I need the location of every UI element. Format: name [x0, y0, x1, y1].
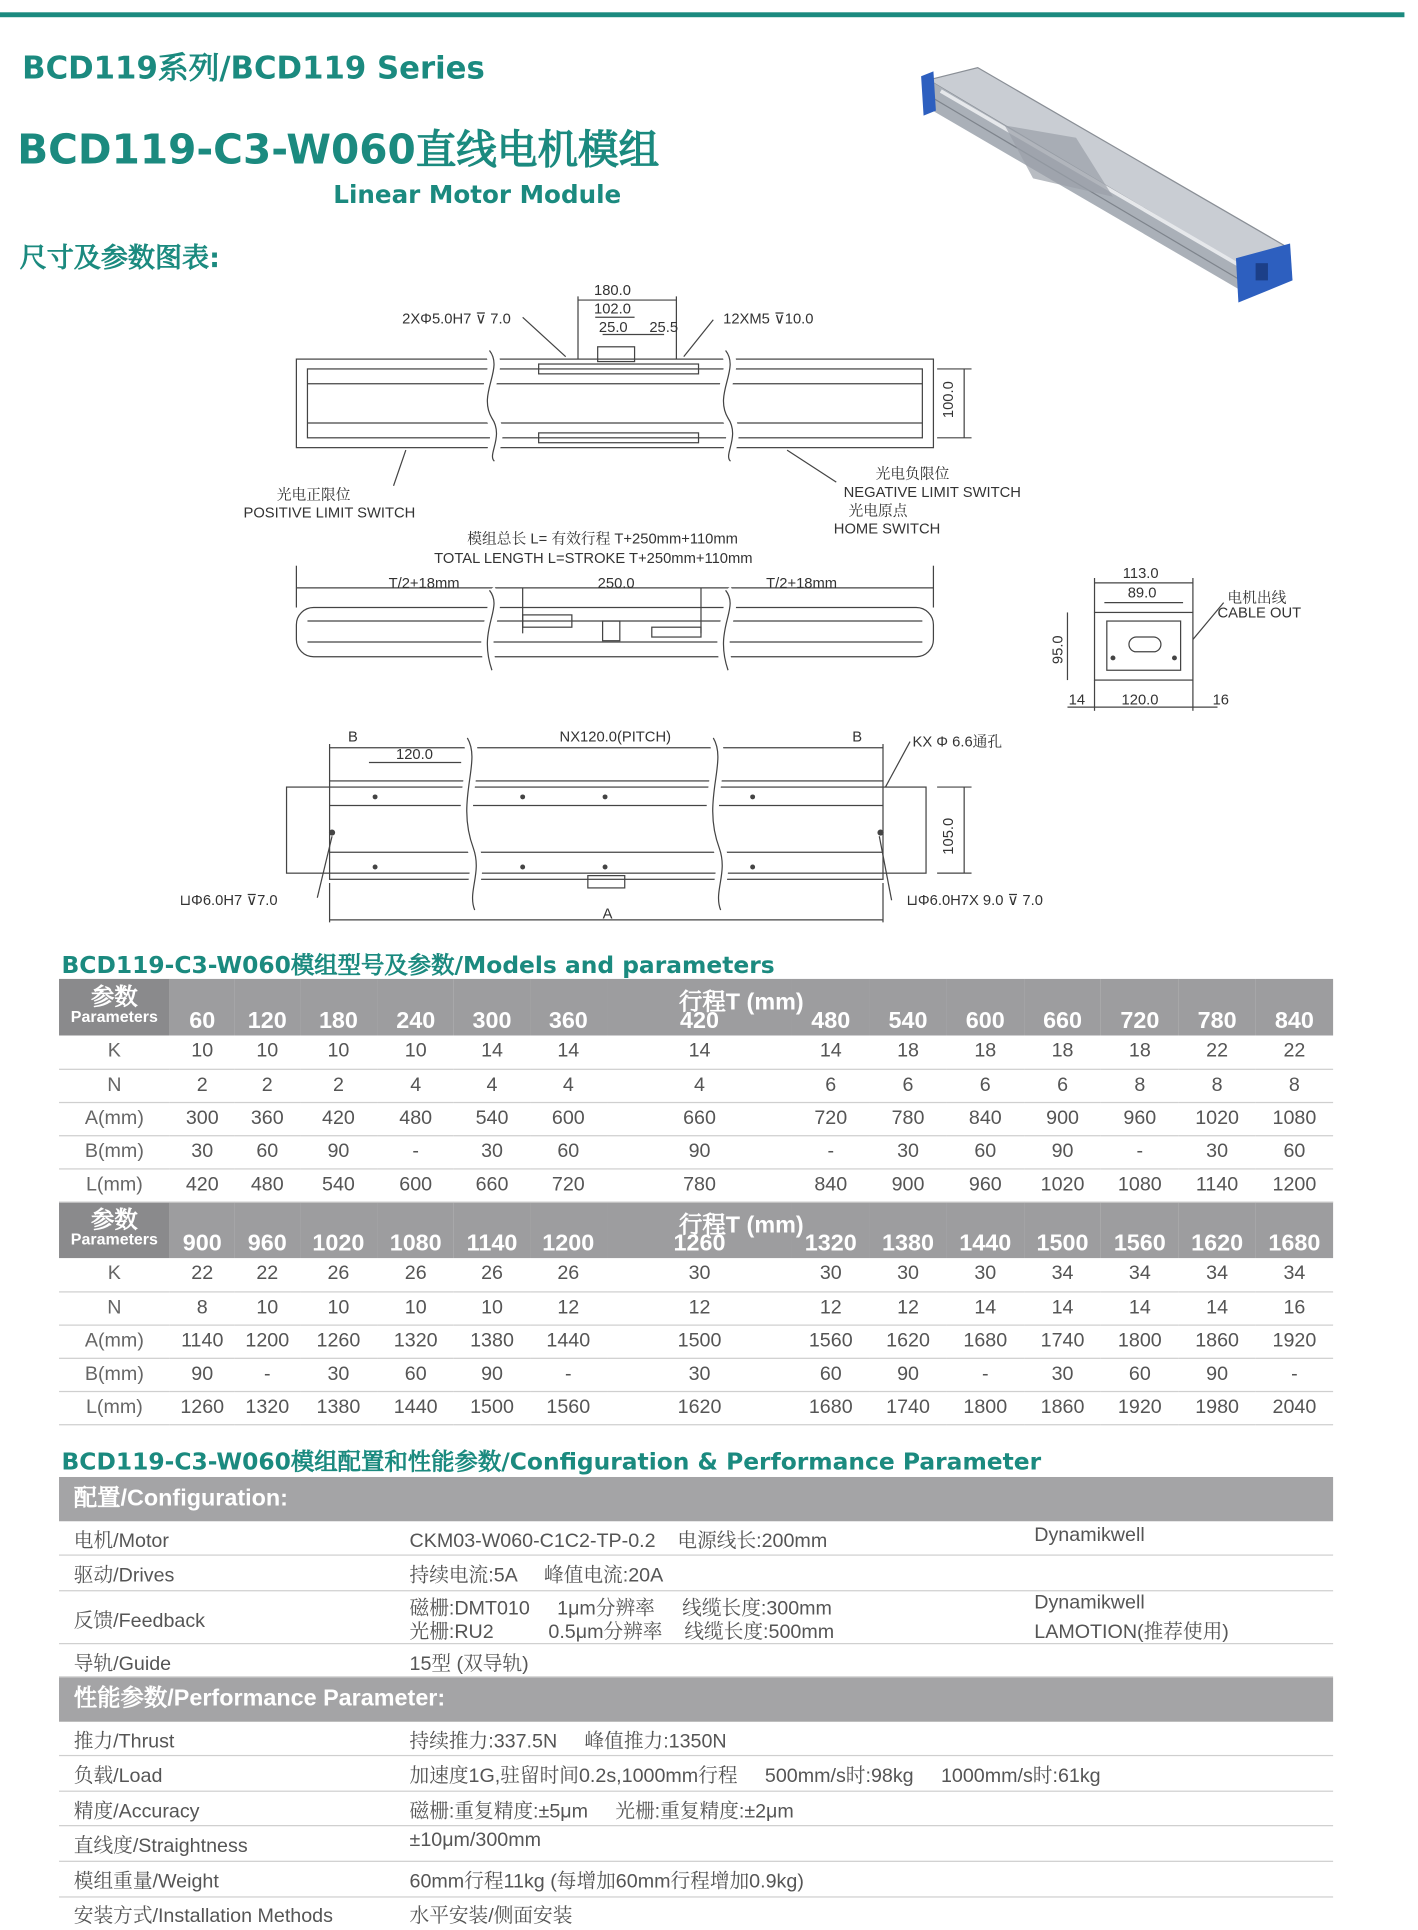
stroke-value: 360 [530, 979, 607, 1036]
stroke-label: 行程T (mm) [679, 989, 804, 1016]
stroke-value: 960 [235, 1202, 300, 1259]
table-row [59, 1102, 1333, 1135]
table-cell: 480 [235, 1168, 300, 1201]
table-cell: - [792, 1135, 869, 1168]
table-row [59, 1258, 1333, 1291]
dim-b-left: B [348, 729, 358, 746]
table-cell: 12 [869, 1291, 946, 1324]
total-length-en: TOTAL LENGTH L=STROKE T+250mm+110mm [434, 551, 753, 568]
stroke-label: 行程T (mm) [679, 1212, 804, 1239]
table-cell: 26 [454, 1258, 529, 1291]
stroke-value: 1080 [377, 1202, 454, 1259]
table-cell: 8 [1256, 1069, 1333, 1102]
table-cell: 18 [947, 1035, 1024, 1068]
table-cell: 8 [1178, 1069, 1255, 1102]
param-cn: 参数 [90, 1207, 138, 1234]
stroke-value: 180 [300, 979, 377, 1036]
table-cell: 8 [1101, 1069, 1178, 1102]
row-label: K [59, 1258, 170, 1291]
table-cell: 30 [607, 1358, 792, 1391]
table-cell: - [235, 1358, 300, 1391]
table-cell: 420 [170, 1168, 235, 1201]
row-accuracy: 精度/Accuracy 磁栅:重复精度:±5μm 光栅:重复精度:±2μm [59, 1792, 1333, 1826]
table-cell: 1680 [792, 1391, 869, 1424]
table-cell: 60 [377, 1358, 454, 1391]
row-label: K [59, 1035, 170, 1068]
cable-out-cn: 电机出线 [1227, 590, 1287, 607]
table-row [59, 1168, 1333, 1201]
table-cell: 1380 [454, 1324, 529, 1357]
table-row [59, 1324, 1333, 1357]
table-cell: 34 [1024, 1258, 1101, 1291]
table-cell: 1080 [1101, 1168, 1178, 1201]
table-cell: 1200 [235, 1324, 300, 1357]
table-cell: 780 [869, 1102, 946, 1135]
table-cell: 90 [300, 1135, 377, 1168]
table-cell: 30 [607, 1258, 792, 1291]
pos-limit-cn: 光电正限位 [276, 487, 351, 504]
stroke-value: 60 [170, 979, 235, 1036]
table-cell: 14 [1024, 1291, 1101, 1324]
models-heading: BCD119-C3-W060模组型号及参数/Models and parameters [61, 951, 775, 979]
table-cell: 900 [1024, 1102, 1101, 1135]
table-cell: - [377, 1135, 454, 1168]
pos-limit-en: POSITIVE LIMIT SWITCH [243, 505, 416, 522]
table-cell: 12 [607, 1291, 792, 1324]
stroke-header-row [59, 1202, 1333, 1259]
stroke-value: 660 [1024, 979, 1101, 1036]
table-cell: 480 [377, 1102, 454, 1135]
stroke-value: 780 [1178, 979, 1255, 1036]
param-en: Parameters [70, 1007, 158, 1026]
table-cell: 1920 [1101, 1391, 1178, 1424]
dim-b-right: B [852, 729, 863, 746]
series-title: BCD119系列/BCD119 Series [22, 50, 485, 87]
row-label: A(mm) [59, 1324, 170, 1357]
table-cell: 1020 [1024, 1168, 1101, 1201]
page-subtitle: Linear Motor Module [333, 179, 622, 210]
table-cell: - [947, 1358, 1024, 1391]
dim-half-right: T/2+18mm [766, 575, 838, 592]
dim-120-end: 120.0 [1121, 692, 1159, 709]
table-cell: 780 [607, 1168, 792, 1201]
table-cell: 30 [869, 1135, 946, 1168]
table-cell: 1320 [235, 1391, 300, 1424]
table-cell: 6 [1024, 1069, 1101, 1102]
row-guide: 导轨/Guide 15型 (双导轨) [59, 1644, 1333, 1677]
table-cell: 34 [1101, 1258, 1178, 1291]
dim-half-left: T/2+18mm [388, 575, 460, 592]
table-cell: 840 [792, 1168, 869, 1201]
pin-note-right: ⊔Φ6.0H7X 9.0 ⊽ 7.0 [906, 893, 1043, 910]
dimension-heading: 尺寸及参数图表: [19, 243, 220, 275]
stroke-value: 540 [869, 979, 946, 1036]
table-cell: 26 [530, 1258, 607, 1291]
table-cell: 1500 [454, 1391, 529, 1424]
table-cell: 14 [530, 1035, 607, 1068]
table-cell: 60 [1101, 1358, 1178, 1391]
row-feedback: 反馈/Feedback 磁栅:DMT010 1μm分辨率 线缆长度:300mm 光栅:RU2 0.5μm分辨率 线缆长度:500mm Dynamikwell LAMOTION(推荐使用) [59, 1591, 1333, 1644]
stroke-value: 1500 [1024, 1202, 1101, 1259]
table-cell: 1860 [1024, 1391, 1101, 1424]
param-en: Parameters [70, 1230, 158, 1249]
home-en: HOME SWITCH [833, 521, 941, 538]
dim-14: 14 [1068, 692, 1086, 709]
stroke-value: 300 [454, 979, 529, 1036]
table-cell: 300 [170, 1102, 235, 1135]
table-cell: 30 [300, 1358, 377, 1391]
stroke-value: 1380 [869, 1202, 946, 1259]
table-cell: 90 [454, 1358, 529, 1391]
table-cell: 8 [170, 1291, 235, 1324]
table-cell: 840 [947, 1102, 1024, 1135]
stroke-value: 1440 [947, 1202, 1024, 1259]
pin-note-left: ⊔Φ6.0H7 ⊽7.0 [179, 893, 278, 910]
table-cell: - [530, 1358, 607, 1391]
table-cell: 1020 [1178, 1102, 1255, 1135]
performance-bar: 性能参数/Performance Parameter: [59, 1677, 1333, 1721]
table-cell: 1440 [530, 1324, 607, 1357]
table-row [59, 1069, 1333, 1102]
table-row [59, 1358, 1333, 1391]
table-cell: 60 [1256, 1135, 1333, 1168]
dim-25-5: 25.5 [649, 320, 679, 337]
table-cell: 60 [530, 1135, 607, 1168]
table-cell: 10 [454, 1291, 529, 1324]
table-cell: 22 [1178, 1035, 1255, 1068]
table-cell: 1260 [170, 1391, 235, 1424]
table-cell: 660 [454, 1168, 529, 1201]
table-cell: 10 [377, 1291, 454, 1324]
kx-note: KX Φ 6.6通孔 [912, 734, 1003, 751]
table-cell: 30 [869, 1258, 946, 1291]
table-cell: 14 [454, 1035, 529, 1068]
table-cell: 4 [530, 1069, 607, 1102]
home-cn: 光电原点 [848, 503, 908, 520]
table-cell: 90 [607, 1135, 792, 1168]
row-label: B(mm) [59, 1135, 170, 1168]
table-cell: 18 [1024, 1035, 1101, 1068]
table-cell: 1380 [300, 1391, 377, 1424]
table-cell: 2 [300, 1069, 377, 1102]
dim-100: 100.0 [941, 381, 958, 419]
stroke-value: 720 [1101, 979, 1178, 1036]
table-cell: 22 [1256, 1035, 1333, 1068]
table-cell: 2 [170, 1069, 235, 1102]
table-cell: 10 [300, 1035, 377, 1068]
table-cell: 18 [1101, 1035, 1178, 1068]
hole-note-left: 2XΦ5.0H7 ⊽ 7.0 [402, 311, 511, 328]
row-straightness: 直线度/Straightness ±10μm/300mm [59, 1826, 1333, 1862]
table-cell: 1260 [300, 1324, 377, 1357]
config-table [59, 1477, 1333, 1930]
stroke-value: 行程T (mm) 1260 [607, 1202, 792, 1259]
row-label: N [59, 1069, 170, 1102]
stroke-value: 1560 [1101, 1202, 1178, 1259]
row-label: L(mm) [59, 1168, 170, 1201]
row-label: L(mm) [59, 1391, 170, 1424]
table-cell: 10 [170, 1035, 235, 1068]
stroke-value: 1020 [300, 1202, 377, 1259]
table-cell: 1140 [1178, 1168, 1255, 1201]
table-cell: 90 [170, 1358, 235, 1391]
param-cn: 参数 [90, 985, 138, 1011]
models-table [59, 979, 1333, 1425]
row-thrust: 推力/Thrust 持续推力:337.5N 峰值推力:1350N [59, 1722, 1333, 1756]
table-cell: 60 [235, 1135, 300, 1168]
table-cell: 18 [869, 1035, 946, 1068]
table-cell: 90 [869, 1358, 946, 1391]
table-cell: 6 [792, 1069, 869, 1102]
stroke-value: 1200 [530, 1202, 607, 1259]
table-cell: 14 [947, 1291, 1024, 1324]
table-row [59, 1035, 1333, 1068]
table-cell: 6 [869, 1069, 946, 1102]
table-cell: 60 [947, 1135, 1024, 1168]
dim-250: 250.0 [597, 575, 635, 592]
table-cell: 30 [792, 1258, 869, 1291]
table-cell: 900 [869, 1168, 946, 1201]
table-cell: 1800 [947, 1391, 1024, 1424]
table-cell: 960 [1101, 1102, 1178, 1135]
table-cell: 14 [607, 1035, 792, 1068]
table-cell: - [1101, 1135, 1178, 1168]
table-row [59, 1291, 1333, 1324]
top-rule [0, 12, 1404, 17]
table-cell: 34 [1256, 1258, 1333, 1291]
dim-25: 25.0 [598, 320, 628, 337]
dim-105: 105.0 [941, 817, 958, 855]
stroke-value: 1320 [792, 1202, 869, 1259]
table-row [59, 1135, 1333, 1168]
stroke-value: 840 [1256, 979, 1333, 1036]
table-cell: 12 [792, 1291, 869, 1324]
table-cell: 1320 [377, 1324, 454, 1357]
table-cell: 30 [1178, 1135, 1255, 1168]
table-cell: 2 [235, 1069, 300, 1102]
table-cell: 22 [235, 1258, 300, 1291]
dim-102: 102.0 [593, 301, 631, 318]
table-cell: 1740 [1024, 1324, 1101, 1357]
table-cell: 10 [235, 1035, 300, 1068]
dim-pitch: NX120.0(PITCH) [559, 729, 672, 746]
table-cell: 1920 [1256, 1324, 1333, 1357]
param-header-cell [59, 979, 170, 1036]
row-label: B(mm) [59, 1358, 170, 1391]
param-header-cell [59, 1202, 170, 1259]
table-cell: 10 [300, 1291, 377, 1324]
table-cell: 1620 [869, 1324, 946, 1357]
table-row [59, 1391, 1333, 1424]
neg-limit-cn: 光电负限位 [875, 466, 950, 483]
stroke-value: 1140 [454, 1202, 529, 1259]
table-cell: 1080 [1256, 1102, 1333, 1135]
table-cell: 34 [1178, 1258, 1255, 1291]
table-cell: 6 [947, 1069, 1024, 1102]
table-cell: 600 [377, 1168, 454, 1201]
row-weight: 模组重量/Weight 60mm行程11kg (每增加60mm行程增加0.9kg) [59, 1862, 1333, 1898]
table-cell: 14 [1101, 1291, 1178, 1324]
dim-120-pitch: 120.0 [395, 746, 433, 763]
table-cell: 960 [947, 1168, 1024, 1201]
table-cell: 360 [235, 1102, 300, 1135]
stroke-value: 1620 [1178, 1202, 1255, 1259]
table-cell: 420 [300, 1102, 377, 1135]
table-cell: 1200 [1256, 1168, 1333, 1201]
table-cell: 30 [947, 1258, 1024, 1291]
stroke-value: 600 [947, 979, 1024, 1036]
row-drives: 驱动/Drives 持续电流:5A 峰值电流:20A [59, 1556, 1333, 1592]
row-label: A(mm) [59, 1102, 170, 1135]
stroke-value: 120 [235, 979, 300, 1036]
dimension-drawings [172, 277, 1303, 929]
page-title: BCD119-C3-W060直线电机模组 [17, 125, 660, 174]
table-cell: 1680 [947, 1324, 1024, 1357]
table-cell: 22 [170, 1258, 235, 1291]
total-length-cn: 模组总长 L= 有效行程 T+250mm+110mm [467, 531, 738, 548]
table-cell: 10 [235, 1291, 300, 1324]
table-cell: 30 [1024, 1358, 1101, 1391]
table-cell: 540 [454, 1102, 529, 1135]
dim-95: 95.0 [1050, 635, 1067, 665]
table-cell: 90 [1178, 1358, 1255, 1391]
table-cell: 4 [377, 1069, 454, 1102]
table-cell: 1500 [607, 1324, 792, 1357]
stroke-value: 900 [170, 1202, 235, 1259]
table-cell: 540 [300, 1168, 377, 1201]
row-installation: 安装方式/Installation Methods 水平安装/侧面安装 [73, 1906, 573, 1928]
table-cell: 12 [530, 1291, 607, 1324]
table-cell: 60 [792, 1358, 869, 1391]
table-cell: 30 [454, 1135, 529, 1168]
table-cell: 26 [377, 1258, 454, 1291]
table-cell: 1560 [530, 1391, 607, 1424]
table-cell: 1140 [170, 1324, 235, 1357]
table-cell: 1860 [1178, 1324, 1255, 1357]
table-cell: 4 [454, 1069, 529, 1102]
table-cell: 1800 [1101, 1324, 1178, 1357]
stroke-header-row [59, 979, 1333, 1036]
table-cell: 1740 [869, 1391, 946, 1424]
table-cell: 4 [607, 1069, 792, 1102]
table-cell: 10 [377, 1035, 454, 1068]
row-label: N [59, 1291, 170, 1324]
row-motor: 电机/Motor CKM03-W060-C1C2-TP-0.2 电源线长:200mm Dynamikwell [59, 1521, 1333, 1555]
table-cell: - [1256, 1358, 1333, 1391]
table-cell: 1560 [792, 1324, 869, 1357]
table-cell: 16 [1256, 1291, 1333, 1324]
table-cell: 2040 [1256, 1391, 1333, 1424]
table-cell: 1980 [1178, 1391, 1255, 1424]
neg-limit-en: NEGATIVE LIMIT SWITCH [843, 484, 1021, 501]
stroke-value: 480 [792, 979, 869, 1036]
table-cell: 14 [1178, 1291, 1255, 1324]
config-heading: BCD119-C3-W060模组配置和性能参数/Configuration & Performance Parameter [61, 1448, 1042, 1476]
dim-89: 89.0 [1127, 585, 1157, 602]
dim-113: 113.0 [1122, 566, 1159, 583]
cable-out-en: CABLE OUT [1217, 605, 1302, 622]
stroke-value: 240 [377, 979, 454, 1036]
table-cell: 14 [792, 1035, 869, 1068]
table-cell: 600 [530, 1102, 607, 1135]
dim-180: 180.0 [593, 283, 631, 300]
table-cell: 26 [300, 1258, 377, 1291]
table-cell: 30 [170, 1135, 235, 1168]
table-cell: 720 [530, 1168, 607, 1201]
dim-16: 16 [1212, 692, 1230, 709]
row-load: 负载/Load 加速度1G,驻留时间0.2s,1000mm行程 500mm/s时:98kg 1000mm/s时:61kg [59, 1756, 1333, 1792]
table-cell: 1620 [607, 1391, 792, 1424]
table-cell: 720 [792, 1102, 869, 1135]
table-cell: 90 [1024, 1135, 1101, 1168]
table-cell: 1440 [377, 1391, 454, 1424]
stroke-value: 行程T (mm) 420 [607, 979, 792, 1036]
hole-note-right: 12XM5 ⊽10.0 [723, 311, 814, 328]
stroke-value: 1680 [1256, 1202, 1333, 1259]
table-cell: 660 [607, 1102, 792, 1135]
config-bar: 配置/Configuration: [59, 1477, 1333, 1521]
dim-a: A [602, 906, 613, 923]
